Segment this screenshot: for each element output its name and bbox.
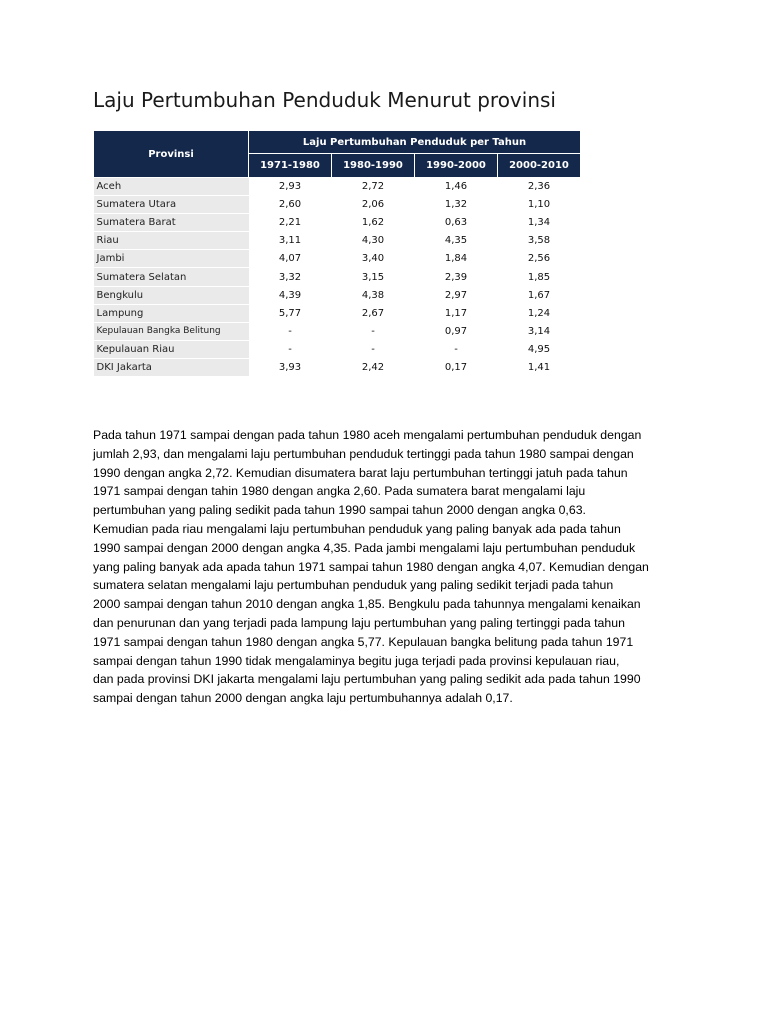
growth-value: 0,63	[415, 214, 498, 232]
growth-value: 2,72	[332, 178, 415, 196]
growth-value: 1,10	[498, 196, 581, 214]
period-header: 2000-2010	[498, 154, 581, 178]
paragraph-line: Kemudian pada riau mengalami laju pertumbuhan penduduk yang paling banyak ada pada tahun	[93, 521, 621, 536]
period-header: 1971-1980	[249, 154, 332, 178]
paragraph-line: 1990 sampai dengan 2000 dengan angka 4,35. Pada jambi mengalami laju pertumbuhan penduduk	[93, 540, 636, 555]
growth-value: 3,40	[332, 250, 415, 268]
growth-value: 2,97	[415, 286, 498, 304]
growth-value: 1,34	[498, 214, 581, 232]
table-row	[94, 322, 581, 340]
table-row	[94, 214, 581, 232]
growth-value: 3,58	[498, 232, 581, 250]
growth-value: -	[332, 340, 415, 358]
paragraph-line: sumatera selatan mengalami laju pertumbuhan penduduk yang paling sedikit terjadi pada tahun	[93, 578, 614, 593]
population-growth-table	[93, 130, 581, 377]
growth-value: 1,85	[498, 268, 581, 286]
growth-value: -	[249, 340, 332, 358]
period-header: 1990-2000	[415, 154, 498, 178]
growth-value: 3,93	[249, 358, 332, 376]
growth-value: 2,39	[415, 268, 498, 286]
growth-value: 5,77	[249, 304, 332, 322]
growth-value: 1,32	[415, 196, 498, 214]
description-paragraph	[93, 426, 678, 708]
growth-value: 3,11	[249, 232, 332, 250]
paragraph-line: sampai dengan tahun 2000 dengan angka laju pertumbuhannya adalah 0,17.	[93, 691, 513, 706]
growth-value: 2,60	[249, 196, 332, 214]
table-row	[94, 340, 581, 358]
growth-value: 2,56	[498, 250, 581, 268]
paragraph-line: jumlah 2,93, dan mengalami laju pertumbuhan penduduk tertinggi pada tahun 1980 sampai dengan	[93, 446, 634, 461]
paragraph-line: dan penurunan dan yang terjadi pada lampung laju pertumbuhan yang paling tertinggi pada tahun	[93, 615, 625, 630]
growth-value: 1,84	[415, 250, 498, 268]
province-name: Bengkulu	[94, 286, 249, 304]
paragraph-line: 1971 sampai dengan tahin 1980 dengan angka 2,60. Pada sumatera barat mengalami laju	[93, 484, 586, 499]
table-row	[94, 178, 581, 196]
paragraph-line: dan pada provinsi DKI jakarta mengalami laju pertumbuhan yang paling sedikit ada pada tahun 1990	[93, 672, 641, 687]
growth-value: 2,67	[332, 304, 415, 322]
growth-value: 2,06	[332, 196, 415, 214]
province-name: Aceh	[94, 178, 249, 196]
growth-value: 1,24	[498, 304, 581, 322]
province-name: Kepulauan Bangka Belitung	[94, 322, 249, 340]
growth-value: 0,97	[415, 322, 498, 340]
paragraph-line: sampai dengan tahun 1990 tidak mengalaminya begitu juga terjadi pada provinsi kepulauan riau,	[93, 653, 620, 668]
growth-value: 1,46	[415, 178, 498, 196]
table-body	[94, 178, 581, 377]
growth-value: 4,07	[249, 250, 332, 268]
province-name: Sumatera Barat	[94, 214, 249, 232]
growth-value: 3,32	[249, 268, 332, 286]
province-name: DKI Jakarta	[94, 358, 249, 376]
table-row	[94, 304, 581, 322]
growth-value: 3,14	[498, 322, 581, 340]
table-row	[94, 286, 581, 304]
growth-value: -	[415, 340, 498, 358]
growth-value: 4,38	[332, 286, 415, 304]
province-name: Riau	[94, 232, 249, 250]
table-row	[94, 358, 581, 376]
table-row	[94, 232, 581, 250]
table-row	[94, 268, 581, 286]
province-name: Jambi	[94, 250, 249, 268]
table-row	[94, 196, 581, 214]
paragraph-line: yang paling banyak ada apada tahun 1971 sampai tahun 1980 dengan angka 4,07. Kemudian dengan	[93, 559, 649, 574]
growth-value: 4,39	[249, 286, 332, 304]
growth-value: 1,62	[332, 214, 415, 232]
paragraph-line: 2000 sampai dengan tahun 2010 dengan angka 1,85. Bengkulu pada tahunnya mengalami kenaikan	[93, 597, 641, 612]
growth-value: -	[332, 322, 415, 340]
province-name: Kepulauan Riau	[94, 340, 249, 358]
growth-value: 1,41	[498, 358, 581, 376]
growth-value: 4,35	[415, 232, 498, 250]
paragraph-line: pertumbuhan yang paling sedikit pada tahun 1990 sampai tahun 2000 dengan angka 0,63.	[93, 503, 586, 518]
growth-value: 1,17	[415, 304, 498, 322]
growth-value: 4,30	[332, 232, 415, 250]
growth-value: -	[249, 322, 332, 340]
paragraph-line: Pada tahun 1971 sampai dengan pada tahun 1980 aceh mengalami pertumbuhan penduduk dengan	[93, 428, 642, 442]
paragraph-line: 1971 sampai dengan tahun 1980 dengan angka 5,77. Kepulauan bangka belitung pada tahun 1971	[93, 634, 634, 649]
table-row	[94, 250, 581, 268]
growth-value: 2,42	[332, 358, 415, 376]
period-header: 1980-1990	[332, 154, 415, 178]
growth-value: 2,93	[249, 178, 332, 196]
growth-value: 1,67	[498, 286, 581, 304]
growth-value: 2,21	[249, 214, 332, 232]
growth-group-header: Laju Pertumbuhan Penduduk per Tahun	[249, 131, 581, 154]
province-name: Sumatera Utara	[94, 196, 249, 214]
province-name: Sumatera Selatan	[94, 268, 249, 286]
paragraph-line: 1990 dengan angka 2,72. Kemudian disumatera barat laju pertumbuhan tertinggi jatuh pada tahun	[93, 465, 628, 480]
province-name: Lampung	[94, 304, 249, 322]
growth-value: 0,17	[415, 358, 498, 376]
page-title: Laju Pertumbuhan Penduduk Menurut provinsi	[93, 88, 556, 112]
growth-value: 4,95	[498, 340, 581, 358]
province-column-header: Provinsi	[94, 131, 249, 178]
growth-value: 3,15	[332, 268, 415, 286]
growth-value: 2,36	[498, 178, 581, 196]
